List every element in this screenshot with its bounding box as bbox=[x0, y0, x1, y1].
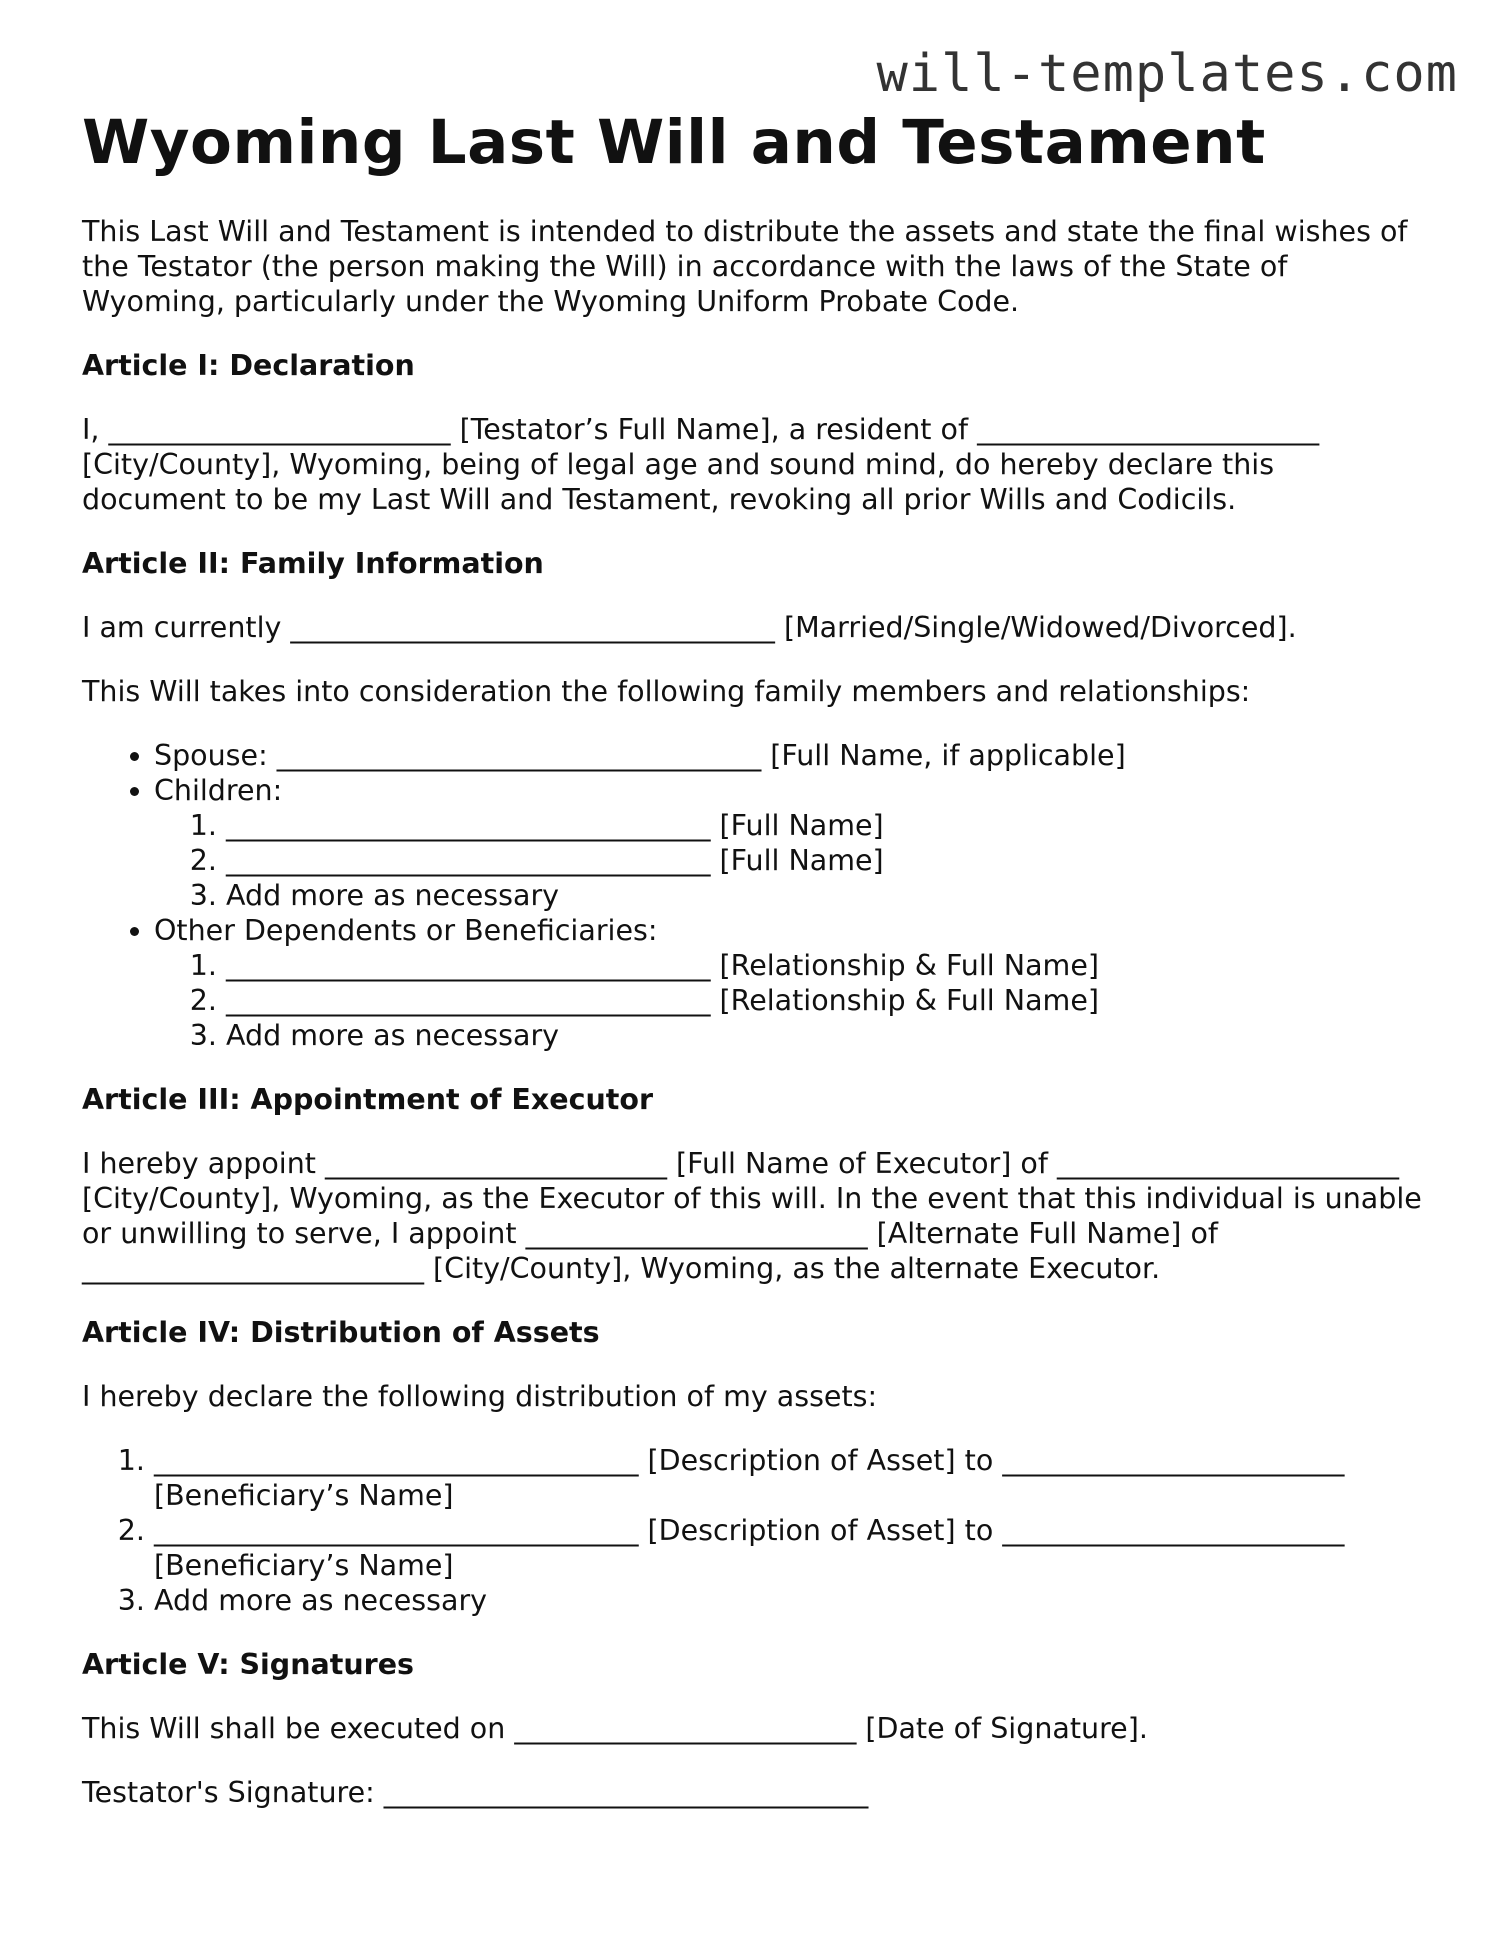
others-label: Other Dependents or Beneficiaries: bbox=[154, 914, 658, 947]
children-label: Children: bbox=[154, 774, 283, 807]
spouse-item: • Spouse: __________________________________ [Full Name, if applicable] bbox=[154, 738, 1422, 773]
others-item bbox=[154, 913, 1422, 1053]
article-5-heading: Article V: Signatures bbox=[82, 1648, 414, 1681]
asset-item: 3. Add more as necessary bbox=[154, 1583, 1422, 1618]
other-item: 3. Add more as necessary bbox=[226, 1018, 1422, 1053]
document-title: Wyoming Last Will and Testament bbox=[82, 107, 1266, 178]
article-4-text: I hereby declare the following distribution of my assets: bbox=[82, 1380, 878, 1413]
assets-list bbox=[82, 1443, 1422, 1618]
other-item: 1. __________________________________ [Relationship & Full Name] bbox=[226, 948, 1422, 983]
child-item: 1. __________________________________ [Full Name] bbox=[226, 808, 1422, 843]
intro-paragraph: This Last Will and Testament is intended to distribute the assets and state the final wishes of the Testator (the person making the Will) in accordance with the laws of the State of Wyoming, particularly under the Wyoming Uniform Probate Code. bbox=[82, 215, 1408, 318]
testator-signature-line: Testator's Signature: __________________________________ bbox=[82, 1776, 869, 1809]
article-2-heading: Article II: Family Information bbox=[82, 547, 544, 580]
marital-status-text: I am currently __________________________________ [Married/Single/Widowed/Divorced]. bbox=[82, 611, 1297, 644]
family-list bbox=[82, 738, 1422, 1053]
article-1-heading: Article I: Declaration bbox=[82, 349, 415, 382]
execution-date-text: This Will shall be executed on ________________________ [Date of Signature]. bbox=[82, 1712, 1148, 1745]
children-list bbox=[154, 808, 1422, 913]
asset-item: 2. __________________________________ [Description of Asset] to ________________________ [Beneficiary’s Name] bbox=[154, 1513, 1422, 1583]
watermark: will-templates.com bbox=[876, 44, 1458, 104]
article-3-text: I hereby appoint ________________________ [Full Name of Executor] of ________________________ [City/County], Wyoming, as the Executor of this will. In the event that this individual is unable or unwilling to serve, I appoint ________________________ [Alternate Full Name] of ________________________ [City/County], Wyoming, as the alternate Executor. bbox=[82, 1147, 1422, 1285]
document-page bbox=[82, 108, 1422, 1810]
article-1-text: I, ________________________ [Testator’s Full Name], a resident of ________________________ [City/County], Wyoming, being of legal age and sound mind, do hereby declare this document to be my Last Will and Testament, revoking all prior Wills and Codicils. bbox=[82, 413, 1320, 516]
child-item: 3. Add more as necessary bbox=[226, 878, 1422, 913]
other-item: 2. __________________________________ [Relationship & Full Name] bbox=[226, 983, 1422, 1018]
child-item: 2. __________________________________ [Full Name] bbox=[226, 843, 1422, 878]
article-4-heading: Article IV: Distribution of Assets bbox=[82, 1316, 600, 1349]
asset-item: 1. __________________________________ [Description of Asset] to ________________________ [Beneficiary’s Name] bbox=[154, 1443, 1422, 1513]
article-3-heading: Article III: Appointment of Executor bbox=[82, 1083, 654, 1116]
others-list bbox=[154, 948, 1422, 1053]
children-item bbox=[154, 773, 1422, 913]
consideration-text: This Will takes into consideration the following family members and relationships: bbox=[82, 675, 1251, 708]
